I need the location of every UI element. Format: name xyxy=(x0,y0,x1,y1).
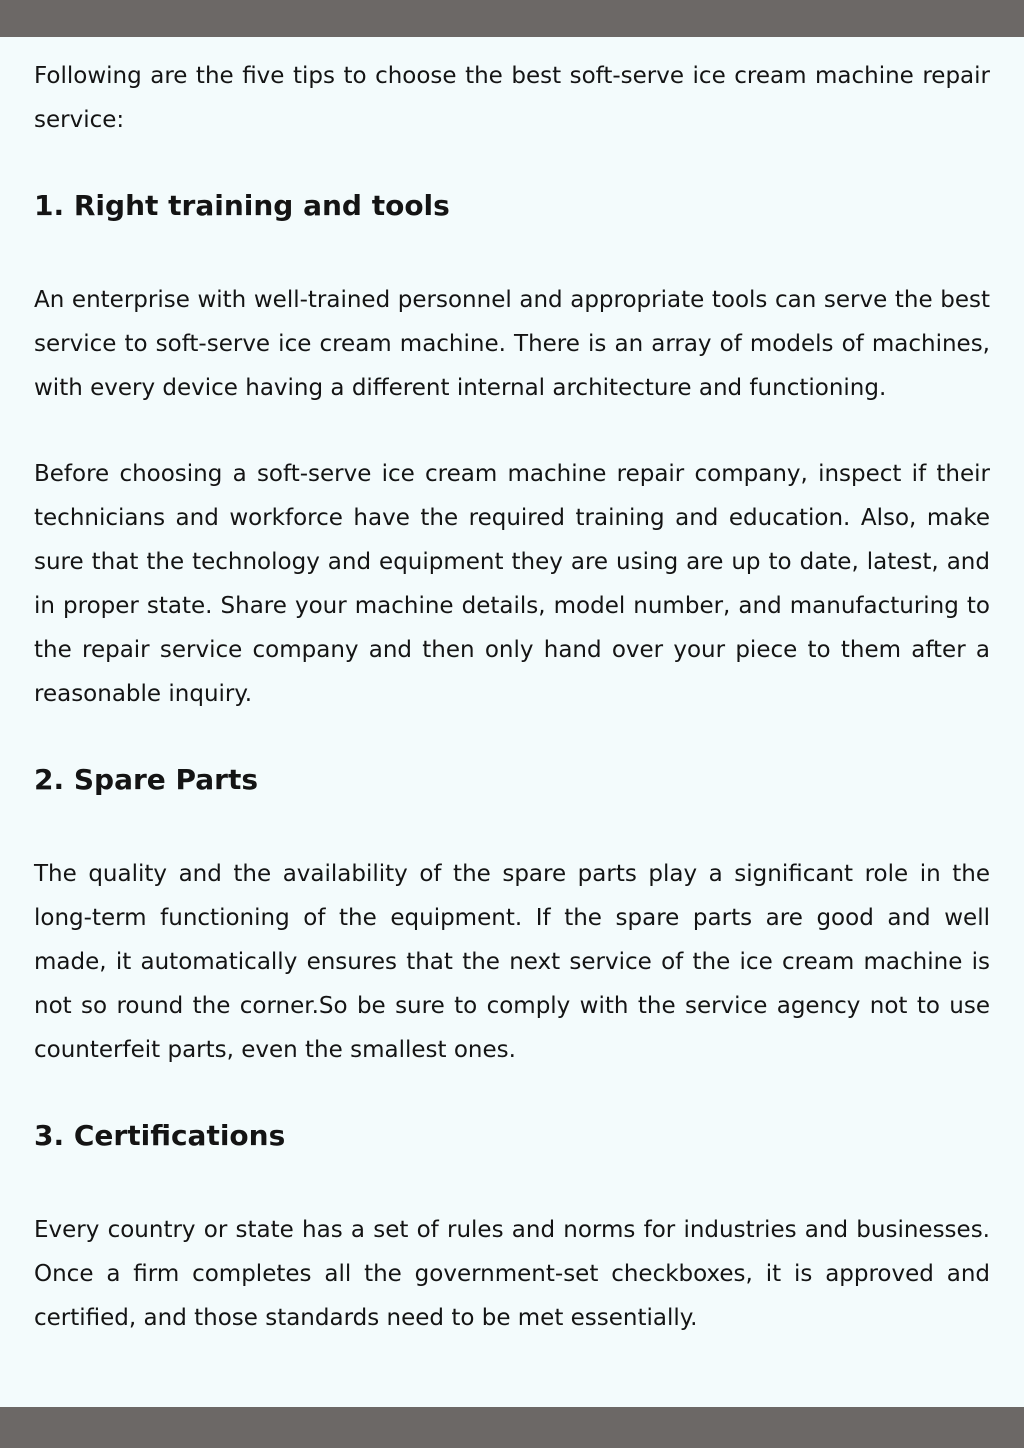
section-heading-training: 1. Right training and tools xyxy=(34,189,450,222)
section-2-paragraph-1: The quality and the availability of the spare parts play a significant role in the long-term functioning of the equipment. If the spare parts are good and well made, it automatically ensures that the next service of the ice cream machine is not so round the corner.So be sure to comply with the service agency not to use counterfeit parts, even the smallest ones. xyxy=(34,861,990,1063)
bottom-footer-bar xyxy=(0,1407,1024,1448)
document-body xyxy=(34,54,990,1340)
intro-paragraph: Following are the five tips to choose the best soft-serve ice cream machine repair service: xyxy=(34,63,990,133)
section-heading-certifications: 3. Certifications xyxy=(34,1119,286,1152)
section-1-paragraph-1: An enterprise with well-trained personnel and appropriate tools can serve the best service to soft-serve ice cream machine. There is an array of models of machines, with every device having a different internal architecture and functioning. xyxy=(34,287,990,401)
section-heading-spare-parts: 2. Spare Parts xyxy=(34,763,259,796)
top-header-bar xyxy=(0,0,1024,37)
section-1-paragraph-2: Before choosing a soft-serve ice cream machine repair company, inspect if their technicians and workforce have the required training and education. Also, make sure that the technology and equipment they are using are up to date, latest, and in proper state. Share your machine details, model number, and manufacturing to the repair service company and then only hand over your piece to them after a reasonable inquiry. xyxy=(34,461,990,707)
section-3-paragraph-1: Every country or state has a set of rules and norms for industries and businesses. Once a firm completes all the government-set checkboxes, it is approved and certified, and those standards need to be met essentially. xyxy=(34,1217,990,1331)
